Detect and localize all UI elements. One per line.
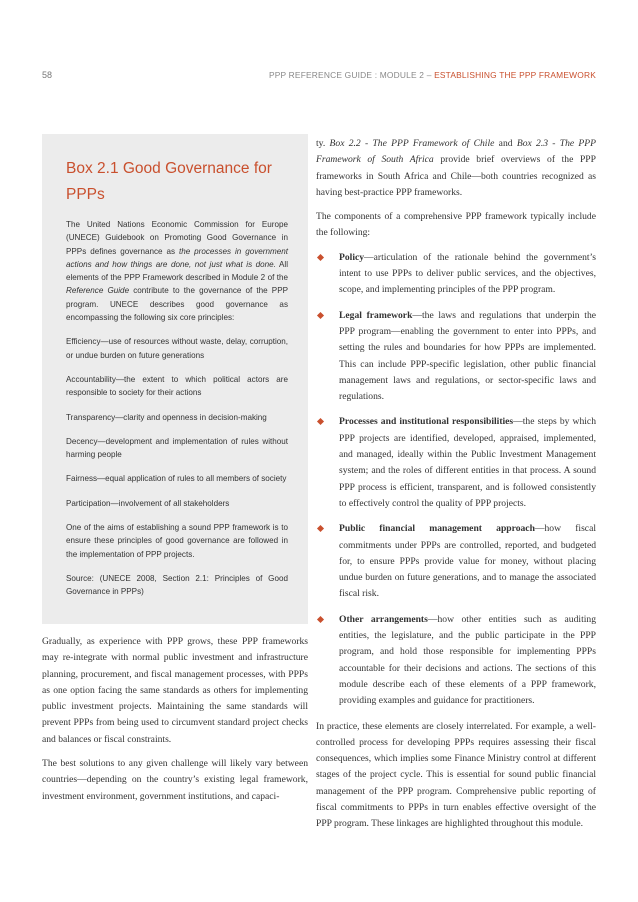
diamond-bullet-icon (317, 312, 324, 319)
body-paragraph: Gradually, as experience with PPP grows, these PPP frameworks may re-integrate with normal public investment and infrastructure planning, procurement, and fiscal management processes, with PPPs as one option facing the same standards as others for implementing public investment projects. Maintaining the same standards will prevent PPPs from being used to circumvent standard project checks and balances or fiscal constraints. (42, 636, 308, 745)
list-item (316, 414, 596, 512)
body-paragraph: The components of a comprehensive PPP framework typically include the following: (316, 211, 596, 239)
component-term: Public financial management approach (339, 523, 535, 535)
page-number: 58 (42, 70, 53, 80)
principle-item (66, 411, 288, 424)
component-text: —the laws and regulations that underpin the PPP program—enabling the government to enter into PPPs, and setting the rules and boundaries for how PPPs are implemented. This can include PPP-specific legislation, other public financial management laws and regulations, or sector-specific laws and regulations. (339, 309, 596, 403)
body-paragraph (316, 136, 596, 201)
left-column (42, 634, 308, 813)
intro-text: The United Nations Economic Commission for Europe (UNECE) (66, 220, 288, 243)
component-text: —how fiscal commitments under PPPs are controlled, reported, and budgeted for, to ensure PPPs provide value for money, without placing undue burden on future generations, and to manage the associated fiscal risk. (339, 523, 596, 600)
component-text: —how other entities such as auditing entities, the legislature, and the public participate in the PPP program, and hold those responsible for implementing PPPs accountable for their decisions and actions. The sections of this module describe each of these elements of a PPP framework, providing examples and guidance for practitioners. (339, 613, 596, 707)
box-closing: One of the aims of establishing a sound PPP framework is to ensure these principles of good governance are followed in the implementation of PPP projects. (66, 523, 288, 559)
principle-item (66, 472, 288, 485)
list-item (316, 612, 596, 710)
section-title: ESTABLISHING THE PPP FRAMEWORK (434, 70, 596, 80)
list-item (316, 250, 596, 299)
box-intro (66, 218, 288, 324)
principle-term: Fairness (66, 474, 98, 484)
intro-text: defines governance as (86, 246, 179, 256)
principle-term: Transparency (66, 412, 116, 422)
intro-text: All elements of the PPP Framework described in Module 2 of the (66, 259, 289, 283)
body-paragraph: In practice, these elements are closely interrelated. For example, a well-controlled process for developing PPPs requires assessing their fiscal consequences, which implies some Finance Ministry control at different stages of the project cycle. This is essential for sound public financial management of the PPP program. Comprehensive public reporting of fiscal commitments to PPPs in turn enables effective oversight of the PPP program. These linkages are highlighted throughout this module. (316, 720, 596, 830)
component-text: —articulation of the rationale behind the government’s intent to use PPPs to deliver public services, and the objectives, scope, and implementing principles of the PPP program. (339, 251, 596, 296)
reference-guide-title: Reference Guide (66, 286, 130, 296)
body-paragraph: The best solutions to any given challenge will likely vary between countries—depending on the country’s existing legal framework, investment environment, government institutions, and capaci- (42, 758, 308, 802)
component-text: —the steps by which PPP projects are identified, developed, appraised, implemented, and managed, ideally within the Public Investment Management system; and the roles of different entities in that process. A sound PPP process is efficient, transparent, and is followed consistently to effectively control the quality of PPP projects. (339, 416, 596, 509)
right-column (316, 136, 596, 841)
principle-text: —the extent to which political actors are responsible to society for their actions (66, 374, 288, 398)
components-list (316, 250, 596, 710)
box-reference-link[interactable]: Box 2.2 - The PPP Framework of Chile (329, 138, 495, 149)
box-source: Source: (UNECE 2008, Section 2.1: Principles of Good Governance in PPPs) (66, 573, 288, 597)
principle-text: —development and implementation of rules without harming people (66, 436, 288, 460)
principle-item (66, 497, 288, 510)
component-term: Policy (339, 251, 365, 263)
guidebook-title: Guidebook on Promoting Good Governance in PPPs (66, 233, 288, 256)
running-header (269, 70, 596, 80)
principle-term: Participation (66, 498, 111, 508)
principle-term: Accountability (66, 374, 116, 384)
body-text: and (494, 138, 517, 149)
body-text: provide brief overviews of the PPP frameworks in South Africa and Chile—both countries recognized as having best-practice PPP frameworks. (316, 154, 596, 198)
principle-text: —equal application of rules to all members of society (97, 474, 287, 484)
principle-item (66, 335, 288, 362)
diamond-bullet-icon (317, 418, 324, 425)
principle-term: Efficiency (66, 337, 101, 347)
diamond-bullet-icon (317, 616, 324, 623)
diamond-bullet-icon (317, 525, 324, 532)
principle-text: —clarity and openness in decision-making (115, 412, 267, 422)
diamond-bullet-icon (317, 254, 324, 261)
principle-item (66, 435, 288, 462)
principle-item (66, 373, 288, 400)
component-term: Other arrangements (339, 613, 428, 625)
component-term: Processes and institutional responsibilities (339, 416, 514, 428)
list-item (316, 521, 596, 602)
guide-title: PPP REFERENCE GUIDE : MODULE 2 – (268, 70, 435, 80)
governance-definition: the processes in government actions and how things are done, not just what is done. (66, 246, 288, 269)
principle-text: —involvement of all stakeholders (110, 498, 230, 508)
box-reference-link[interactable]: Box 2.3 - The PPP Framework of South Africa (316, 138, 597, 166)
intro-text: contribute to the governance of the PPP program. UNECE describes good governance as encompassing the following six core principles: (66, 286, 288, 323)
principle-text: —use of resources without waste, delay, corruption, or undue burden on future generations (66, 337, 288, 360)
list-item (316, 308, 596, 406)
good-governance-box (42, 134, 308, 624)
component-term: Legal framework (339, 309, 413, 321)
body-text: ty. (316, 138, 330, 149)
box-title: Box 2.1 Good Governance for PPPs (66, 160, 272, 203)
principle-term: Decency (66, 436, 98, 446)
